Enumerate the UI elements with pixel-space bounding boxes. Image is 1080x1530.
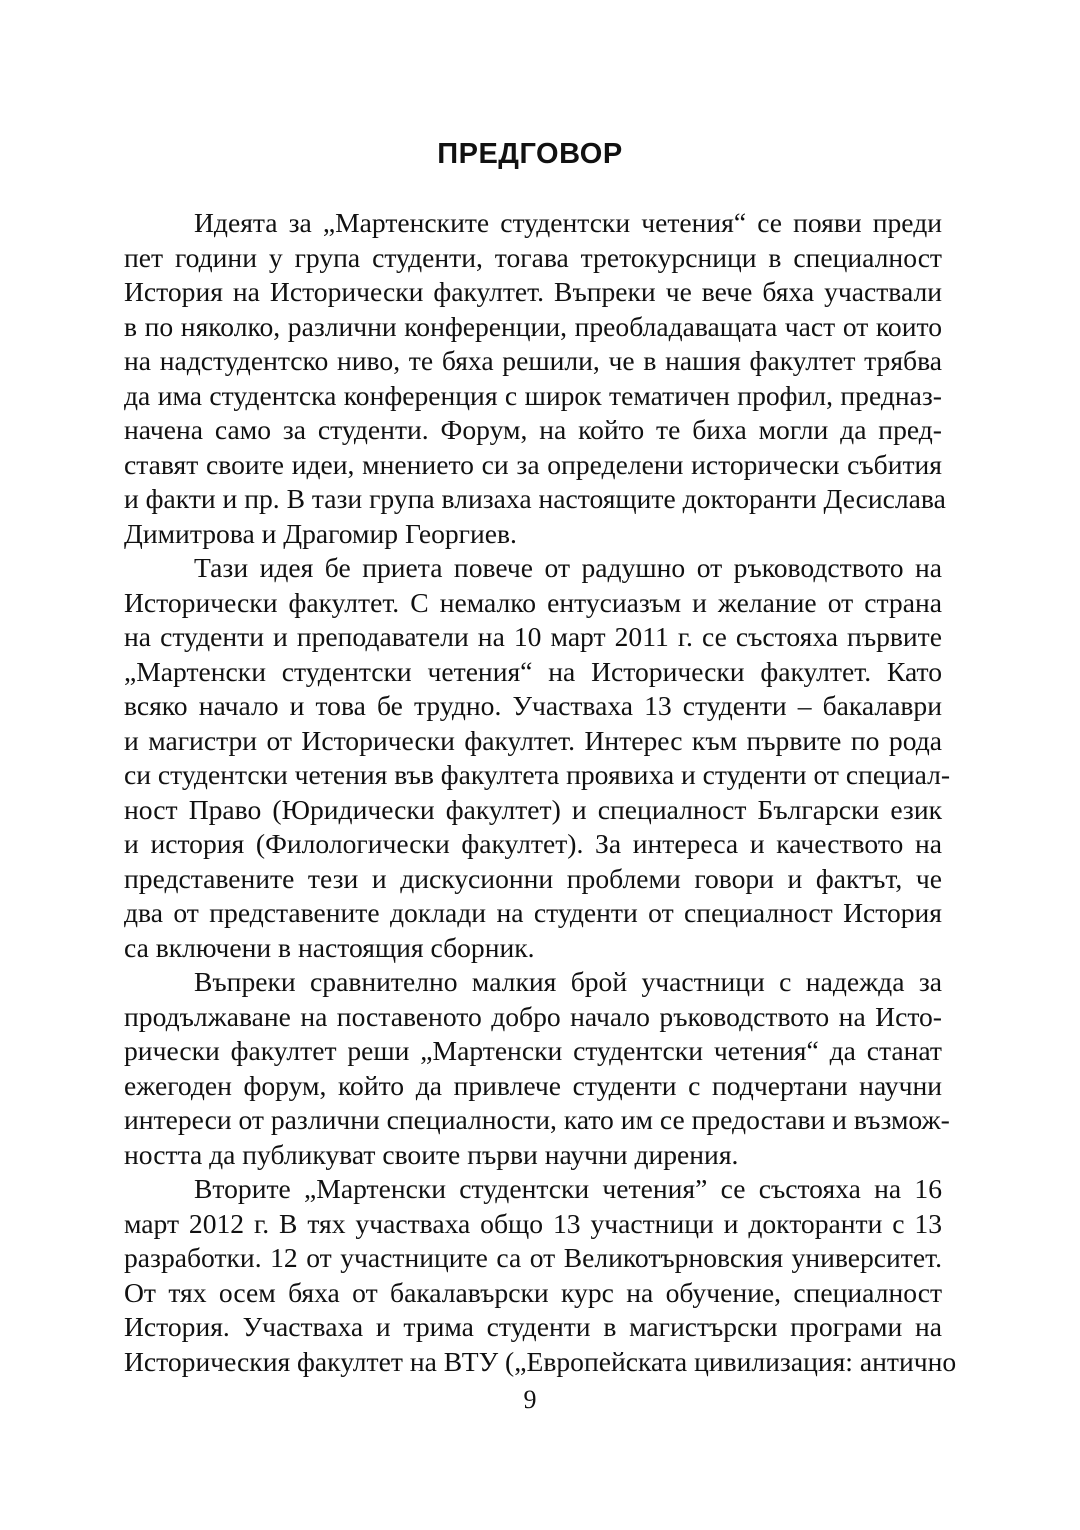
text-line: и факти и пр. В тази група влизаха настоящите докторанти Десислава [124, 483, 946, 514]
text-line: ставят своите идеи, мнението си за определени исторически събития [124, 448, 942, 480]
text-line: на студенти и преподаватели на 10 март 2011 г. се състояха първите [124, 621, 942, 652]
text-line: са включени в настоящия сборник. [124, 931, 535, 963]
text-line: ност Право (Юридически факултет) и специалност Български език [124, 793, 942, 825]
text-line: ежегоден форум, който да привлече студенти с подчертани научни [124, 1069, 942, 1101]
text-line: разработки. 12 от участниците са от Великотърновския университет. [124, 1242, 942, 1273]
text-line: продължаване на поставеното добро начало ръководството на Исто- [124, 1000, 942, 1032]
text-line: представените тези и дискусионни проблеми говори и фактът, че [124, 862, 942, 894]
text-line: всяко начало и това бе трудно. Участваха 13 студенти – бакалаври [124, 690, 942, 721]
text-line: и история (Филологически факултет). За интереса и качеството на [124, 828, 942, 859]
text-line: си студентски четения във факултета проявиха и студенти от специал- [124, 759, 951, 790]
preface-body [124, 206, 957, 1379]
page-number: 9 [523, 1385, 537, 1414]
text-line: интереси от различни специалности, като им се предостави и възмож- [124, 1104, 950, 1135]
text-line: „Мартенски студентски четения“ на Исторически факултет. Като [124, 655, 942, 687]
text-line: в по няколко, различни конференции, преобладаващата част от които [124, 310, 942, 342]
text-line: ността да публикуват своите първи научни дирения. [124, 1138, 739, 1170]
text-line: пет години у група студенти, тогава третокурсници в специалност [124, 241, 942, 273]
text-line: История на Исторически факултет. Въпреки че вече бяха участвали [124, 276, 942, 307]
text-line: Тази идея бе приета повече от радушно от ръководството на [194, 552, 942, 583]
text-line: Вторите „Мартенски студентски четения” се състояха на 16 [194, 1173, 942, 1204]
text-line: и магистри от Исторически факултет. Интерес към първите по рода [124, 724, 942, 756]
text-line: рически факултет реши „Мартенски студентски четения“ да станат [124, 1035, 942, 1066]
text-line: на надстудентско ниво, те бяха решили, че в нашия факултет трябва [124, 345, 942, 376]
page-heading: ПРЕДГОВОР [437, 138, 623, 170]
text-line: да има студентска конференция с широк тематичен профил, предназ- [124, 379, 942, 411]
text-line: Историческия факултет на ВТУ („Европейската цивилизация: антично [124, 1345, 957, 1377]
text-line: Исторически факултет. С немалко ентусиазъм и желание от страна [124, 586, 942, 618]
text-line: начена само за студенти. Форум, на който те биха могли да пред- [124, 414, 942, 445]
text-line: два от представените доклади на студенти от специалност История [124, 897, 942, 928]
text-line: Идеята за „Мартенските студентски четения“ се появи преди [194, 207, 942, 238]
text-line: История. Участваха и трима студенти в магистърски програми на [124, 1311, 942, 1342]
text-line: Димитрова и Драгомир Георгиев. [124, 517, 517, 549]
text-line: Въпреки сравнително малкия брой участници с надежда за [194, 966, 942, 997]
text-line: От тях осем бяха от бакалавърски курс на обучение, специалност [124, 1276, 942, 1308]
text-line: март 2012 г. В тях участваха общо 13 участници и докторанти с 13 [124, 1207, 942, 1239]
